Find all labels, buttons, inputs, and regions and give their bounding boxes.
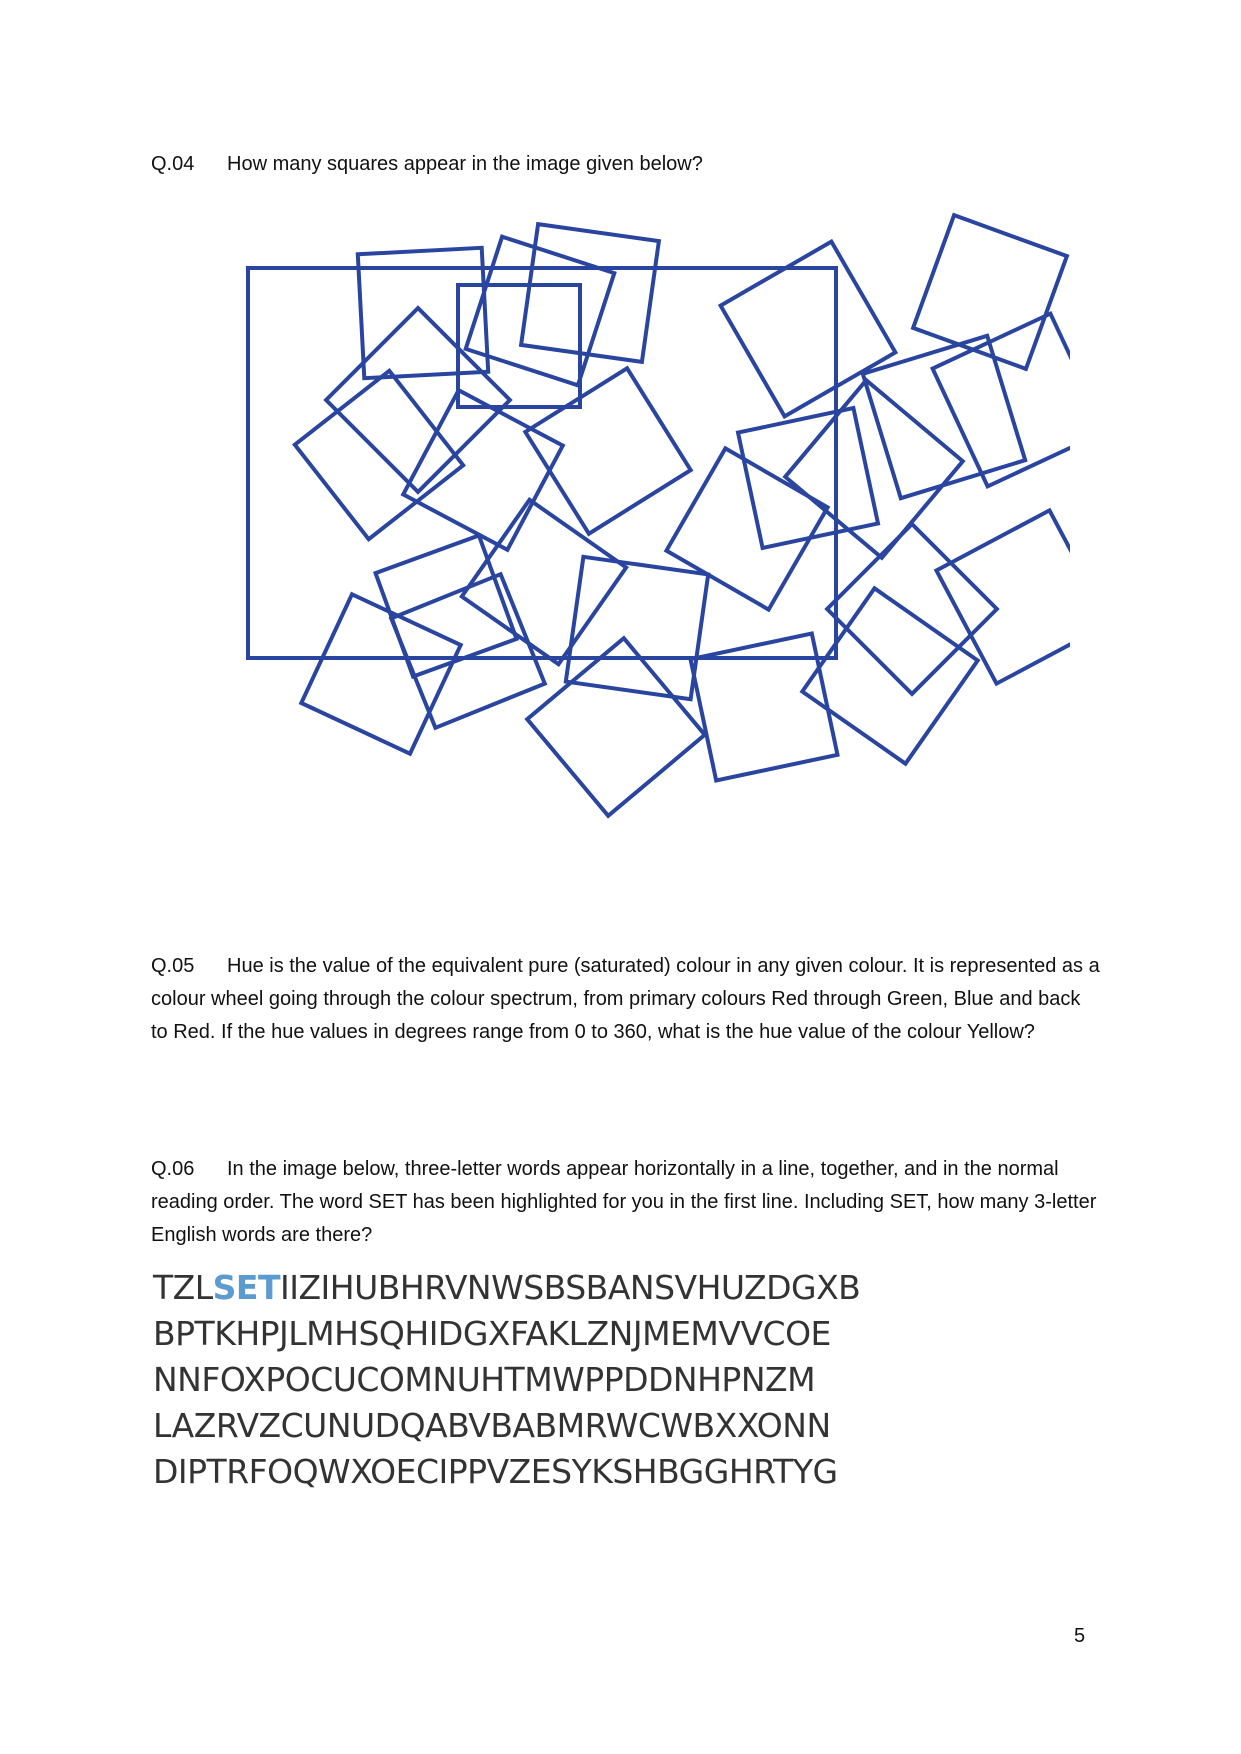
puzzle-square — [936, 510, 1070, 683]
letters: LAZRVZCUNUDQABVBABMRWCWBXXONN — [153, 1406, 831, 1445]
question-number: Q.05 — [151, 955, 195, 977]
puzzle-square — [391, 574, 545, 728]
letters: IIZIHUBHRVNWSBSBANSVHUZDGXB — [279, 1268, 861, 1307]
question-04 — [151, 148, 1101, 181]
letters: DIPTRFOQWXOECIPPVZESYKSHBGGHRTYG — [153, 1452, 838, 1491]
puzzle-square — [933, 314, 1070, 487]
letter-grid-row — [153, 1265, 860, 1311]
question-06 — [151, 1153, 1101, 1252]
letter-grid-row — [153, 1403, 860, 1449]
puzzle-square — [802, 588, 977, 763]
letter-grid-row — [153, 1311, 860, 1357]
letter-grid-row — [153, 1357, 860, 1403]
puzzle-square — [738, 408, 878, 548]
question-text: In the image below, three-letter words appear horizontally in a line, together, and in the normal reading order. The word SET has been highlighted for you in the first line. Including SET, how many 3-letter English words are there? — [151, 1158, 1097, 1246]
letter-grid — [153, 1265, 860, 1495]
puzzle-square — [301, 594, 460, 753]
page-number: 5 — [1074, 1625, 1086, 1647]
question-number: Q.06 — [151, 1158, 195, 1180]
question-text: How many squares appear in the image given below? — [227, 153, 703, 175]
puzzle-square — [403, 390, 563, 550]
letters: BPTKHPJLMHSQHIDGXFAKLZNJMEMVVCOE — [153, 1314, 831, 1353]
puzzle-square — [376, 536, 517, 677]
question-05 — [151, 950, 1101, 1049]
puzzle-square — [527, 638, 705, 816]
letters: TZL — [153, 1268, 213, 1307]
puzzle-square — [525, 368, 690, 533]
puzzle-square — [521, 224, 659, 362]
question-text: Hue is the value of the equivalent pure (saturated) colour in any given colour. It is represented as a colour wheel going through the colour spectrum, from primary colours Red through Green, Blue and back to Red. If the hue values in degrees range from 0 to 360, what is the hue value of the colour Yellow? — [151, 955, 1100, 1043]
squares-puzzle-figure — [190, 205, 1070, 885]
puzzle-square — [566, 557, 708, 699]
puzzle-square — [691, 634, 838, 781]
letter-grid-row — [153, 1449, 860, 1495]
highlighted-word: SET — [212, 1268, 280, 1307]
letters: NNFOXPOCUCOMNUHTMWPPDDNHPNZM — [153, 1360, 816, 1399]
question-number: Q.04 — [151, 153, 195, 175]
